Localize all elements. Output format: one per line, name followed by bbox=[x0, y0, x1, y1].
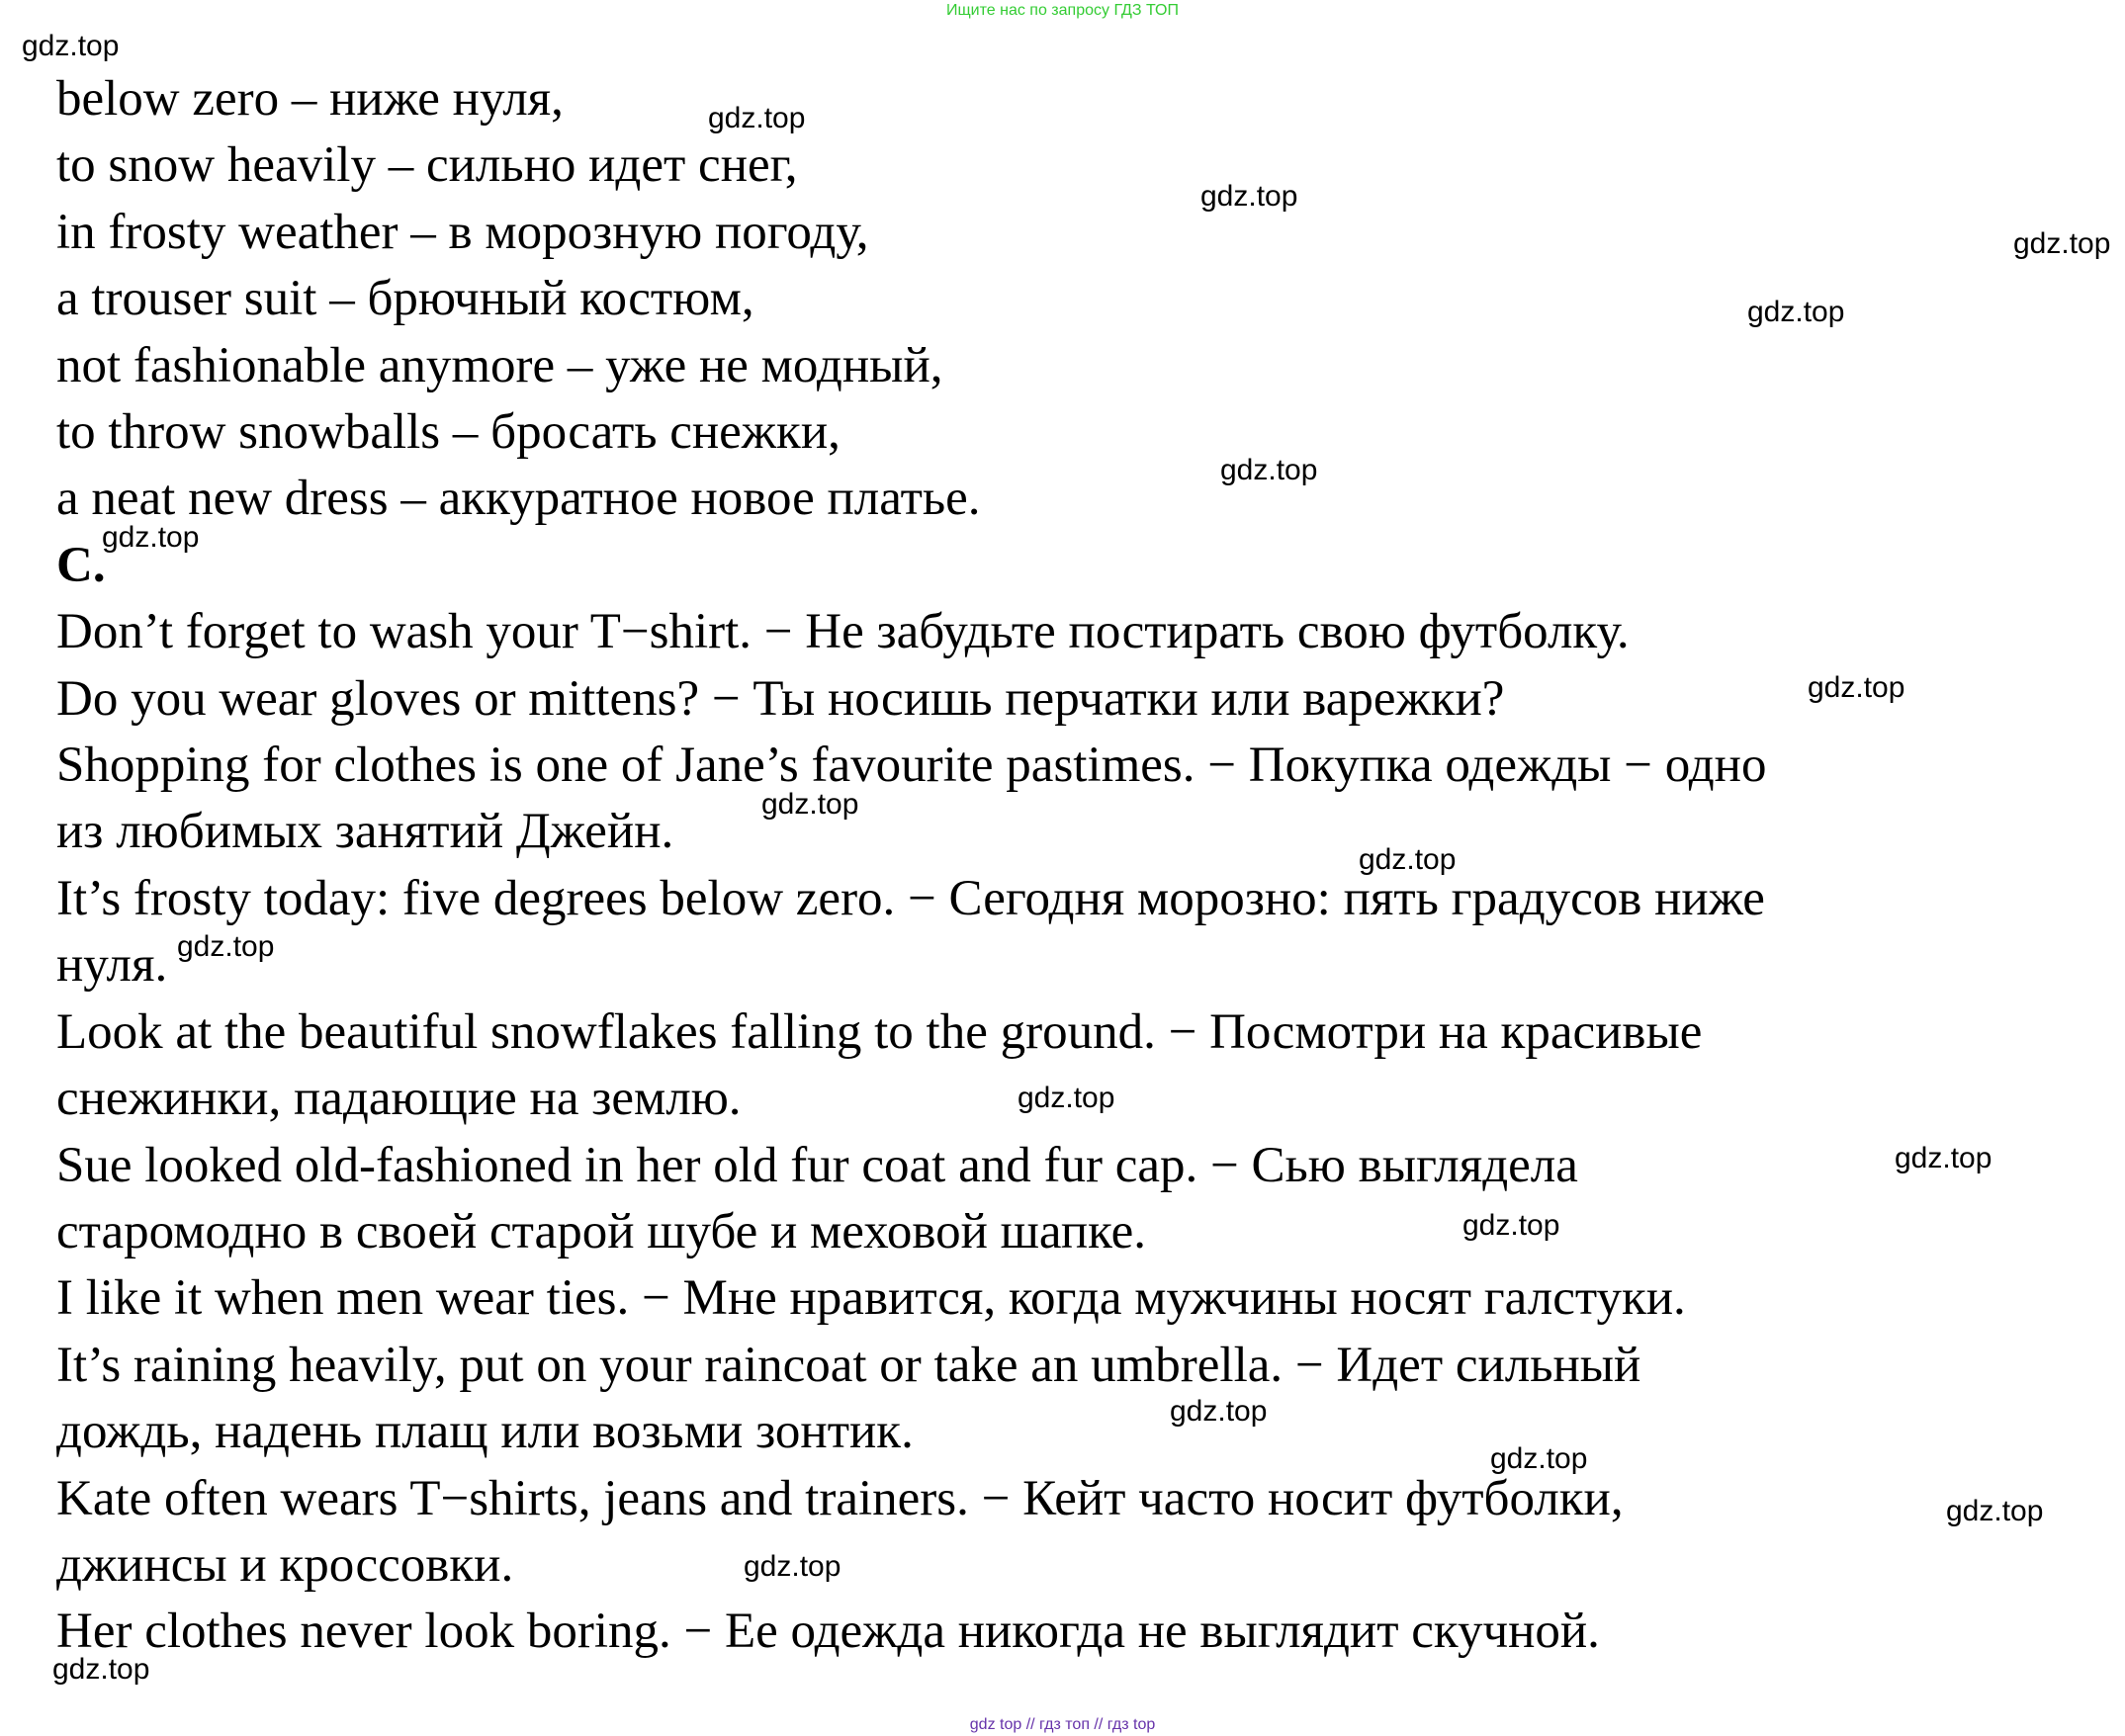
watermark: gdz.top bbox=[1220, 454, 1318, 486]
watermark: gdz.top bbox=[177, 930, 275, 963]
watermark: gdz.top bbox=[1018, 1082, 1115, 1114]
watermark: gdz.top bbox=[52, 1653, 150, 1686]
vocab-line: in frosty weather – в морозную погоду, bbox=[56, 204, 869, 260]
sentence-line: Kate often wears T−shirts, jeans and trainers. − Кейт часто носит футболки, bbox=[56, 1470, 1624, 1526]
sentence-line: дождь, надень плащ или возьми зонтик. bbox=[56, 1404, 914, 1460]
watermark: gdz.top bbox=[1490, 1442, 1588, 1475]
footer-links: gdz top // гдз топ // гдз top bbox=[969, 1716, 1156, 1733]
sentence-line: Shopping for clothes is one of Jane’s favourite pastimes. − Покупка одежды − одно bbox=[56, 738, 1767, 794]
watermark: gdz.top bbox=[1462, 1209, 1560, 1242]
vocab-line: a neat new dress – аккуратное новое платье. bbox=[56, 471, 981, 527]
sentence-line: I like it when men wear ties. − Мне нравится, когда мужчины носят галстуки. bbox=[56, 1270, 1686, 1327]
sentence-line: It’s frosty today: five degrees below zero. − Сегодня морозно: пять градусов ниже bbox=[56, 870, 1765, 926]
sentence-line: Her clothes never look boring. − Ее одежда никогда не выглядит скучной. bbox=[56, 1604, 1600, 1660]
top-banner: Ищите нас по запросу ГДЗ ТОП bbox=[946, 2, 1179, 19]
section-heading-c: C. bbox=[56, 537, 106, 593]
sentence-line: снежинки, падающие на землю. bbox=[56, 1071, 742, 1127]
sentence-list bbox=[56, 599, 2083, 1666]
watermark: gdz.top bbox=[1808, 671, 1905, 704]
watermark: gdz.top bbox=[708, 102, 806, 134]
sentence-line: It’s raining heavily, put on your raincoat or take an umbrella. − Идет сильный bbox=[56, 1337, 1641, 1393]
watermark: gdz.top bbox=[1946, 1495, 2044, 1527]
sentence-line: джинсы и кроссовки. bbox=[56, 1536, 514, 1593]
watermark: gdz.top bbox=[761, 788, 859, 821]
sentence-line: старомодно в своей старой шубе и меховой шапке. bbox=[56, 1203, 1147, 1259]
watermark: gdz.top bbox=[1200, 180, 1298, 213]
vocab-line: below zero – ниже нуля, bbox=[56, 71, 564, 127]
watermark: gdz.top bbox=[1359, 843, 1457, 876]
watermark: gdz.top bbox=[2013, 227, 2111, 260]
sentence-line: Sue looked old-fashioned in her old fur coat and fur cap. − Сью выглядела bbox=[56, 1137, 1578, 1193]
sentence-line: нуля. bbox=[56, 937, 168, 994]
vocab-line: to throw snowballs – бросать снежки, bbox=[56, 404, 841, 461]
vocab-line: a trouser suit – брючный костюм, bbox=[56, 271, 754, 327]
vocab-line: not fashionable anymore – уже не модный, bbox=[56, 337, 943, 393]
sentence-line: из любимых занятий Джейн. bbox=[56, 804, 674, 860]
watermark: gdz.top bbox=[1895, 1142, 1992, 1174]
watermark: gdz.top bbox=[744, 1550, 841, 1583]
watermark: gdz.top bbox=[22, 30, 120, 62]
watermark: gdz.top bbox=[102, 521, 200, 554]
watermark: gdz.top bbox=[1170, 1395, 1268, 1428]
sentence-line: Look at the beautiful snowflakes falling to the ground. − Посмотри на красивые bbox=[56, 1003, 1703, 1060]
sentence-line: Don’t forget to wash your T−shirt. − Не забудьте постирать свою футболку. bbox=[56, 604, 1630, 660]
sentence-line: Do you wear gloves or mittens? − Ты носишь перчатки или варежки? bbox=[56, 670, 1505, 727]
watermark: gdz.top bbox=[1747, 296, 1845, 328]
vocab-line: to snow heavily – сильно идет снег, bbox=[56, 137, 798, 194]
